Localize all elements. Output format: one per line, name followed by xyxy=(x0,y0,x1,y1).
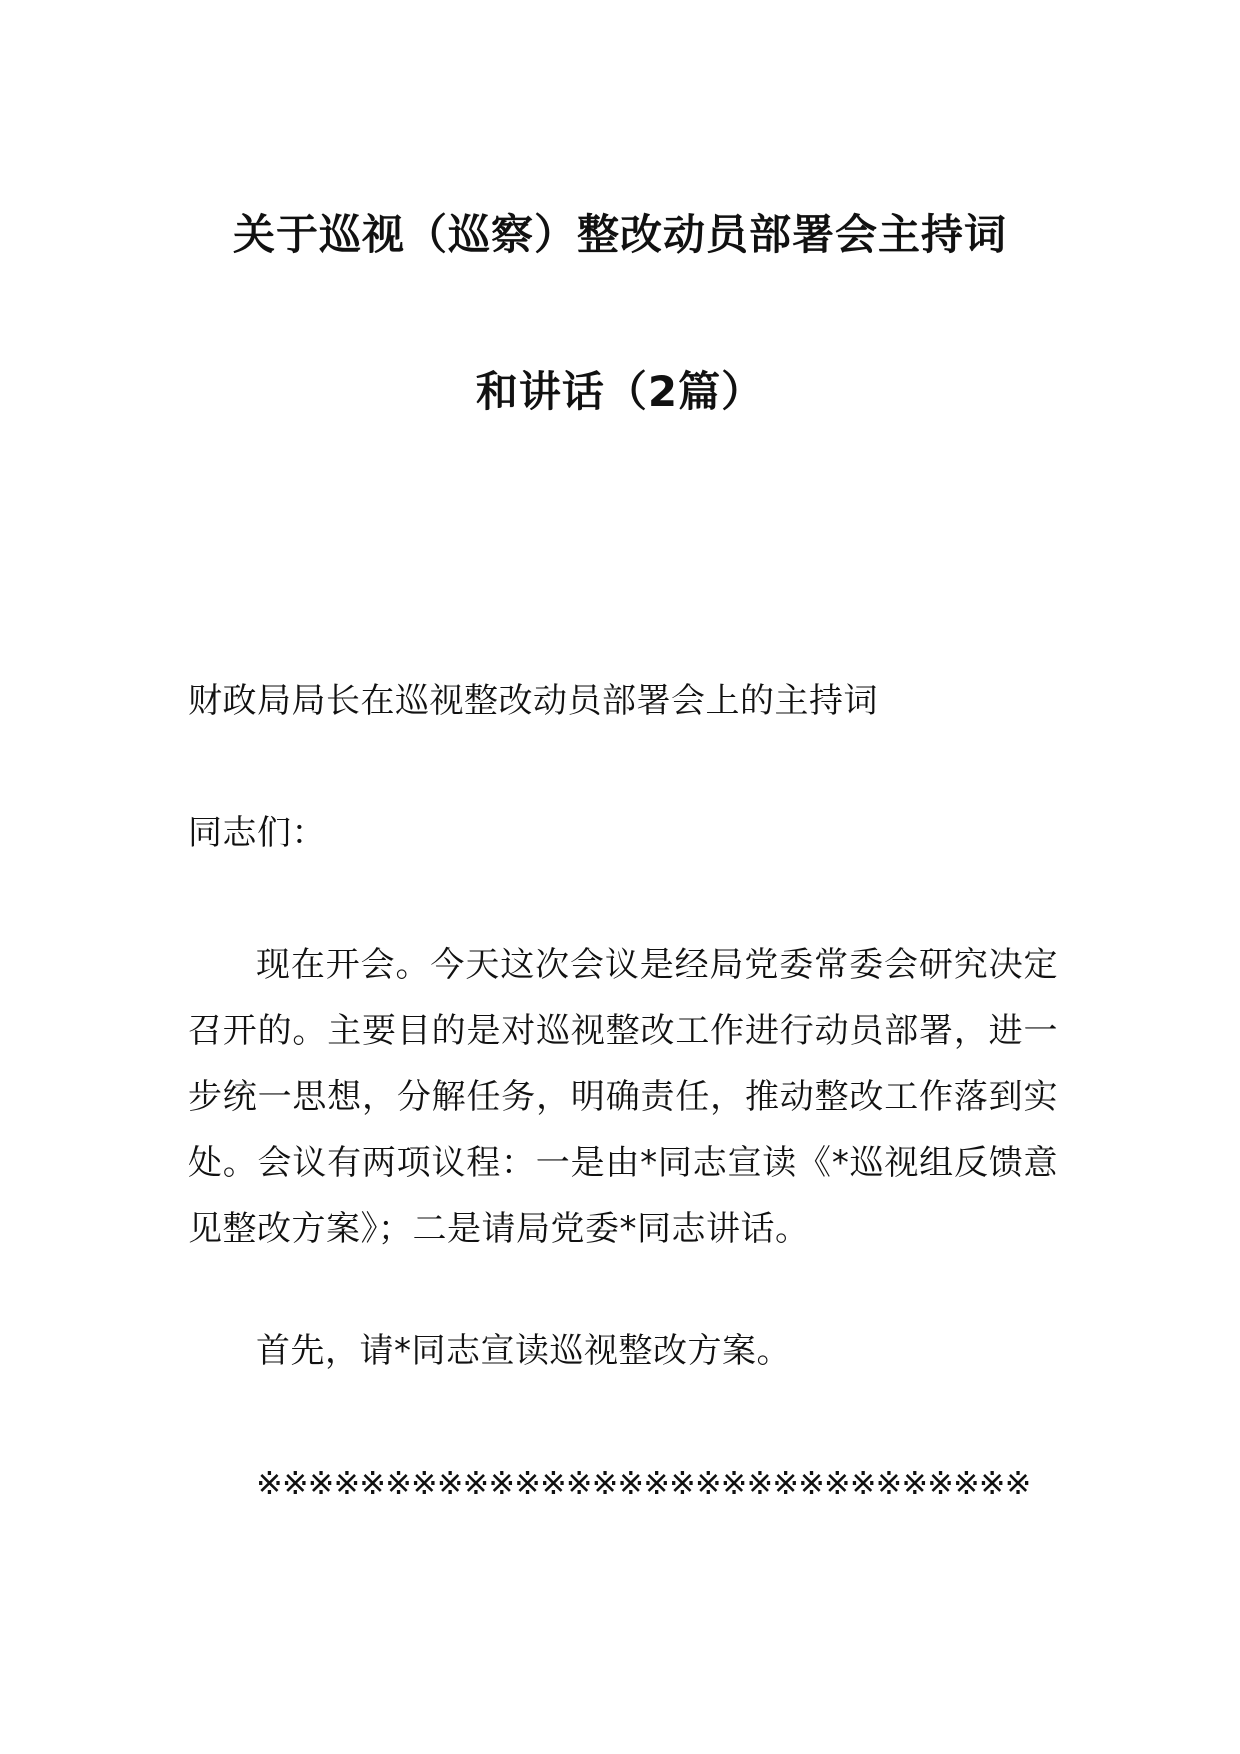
section-subtitle: 财政局局长在巡视整改动员部署会上的主持词 xyxy=(188,681,878,721)
document-title-line-1: 关于巡视（巡察）整改动员部署会主持词 xyxy=(232,210,1007,259)
second-paragraph: 首先，请*同志宣读巡视整改方案。 xyxy=(256,1331,791,1371)
greeting-text: 同志们： xyxy=(188,813,326,853)
section-separator: ※※※※※※※※※※※※※※※※※※※※※※※※※※※※※※ xyxy=(256,1464,1031,1502)
document-title-line-2: 和讲话（2篇） xyxy=(475,367,765,416)
opening-paragraph: 现在开会。今天这次会议是经局党委常委会研究决定召开的。主要目的是对巡视整改工作进行动员部署，进一步统一思想，分解任务，明确责任，推动整改工作落到实处。会议有两项议程：一是由*同志宣读《*巡视组反馈意见整改方案》；二是请局党委*同志讲话。 xyxy=(188,945,1058,1249)
